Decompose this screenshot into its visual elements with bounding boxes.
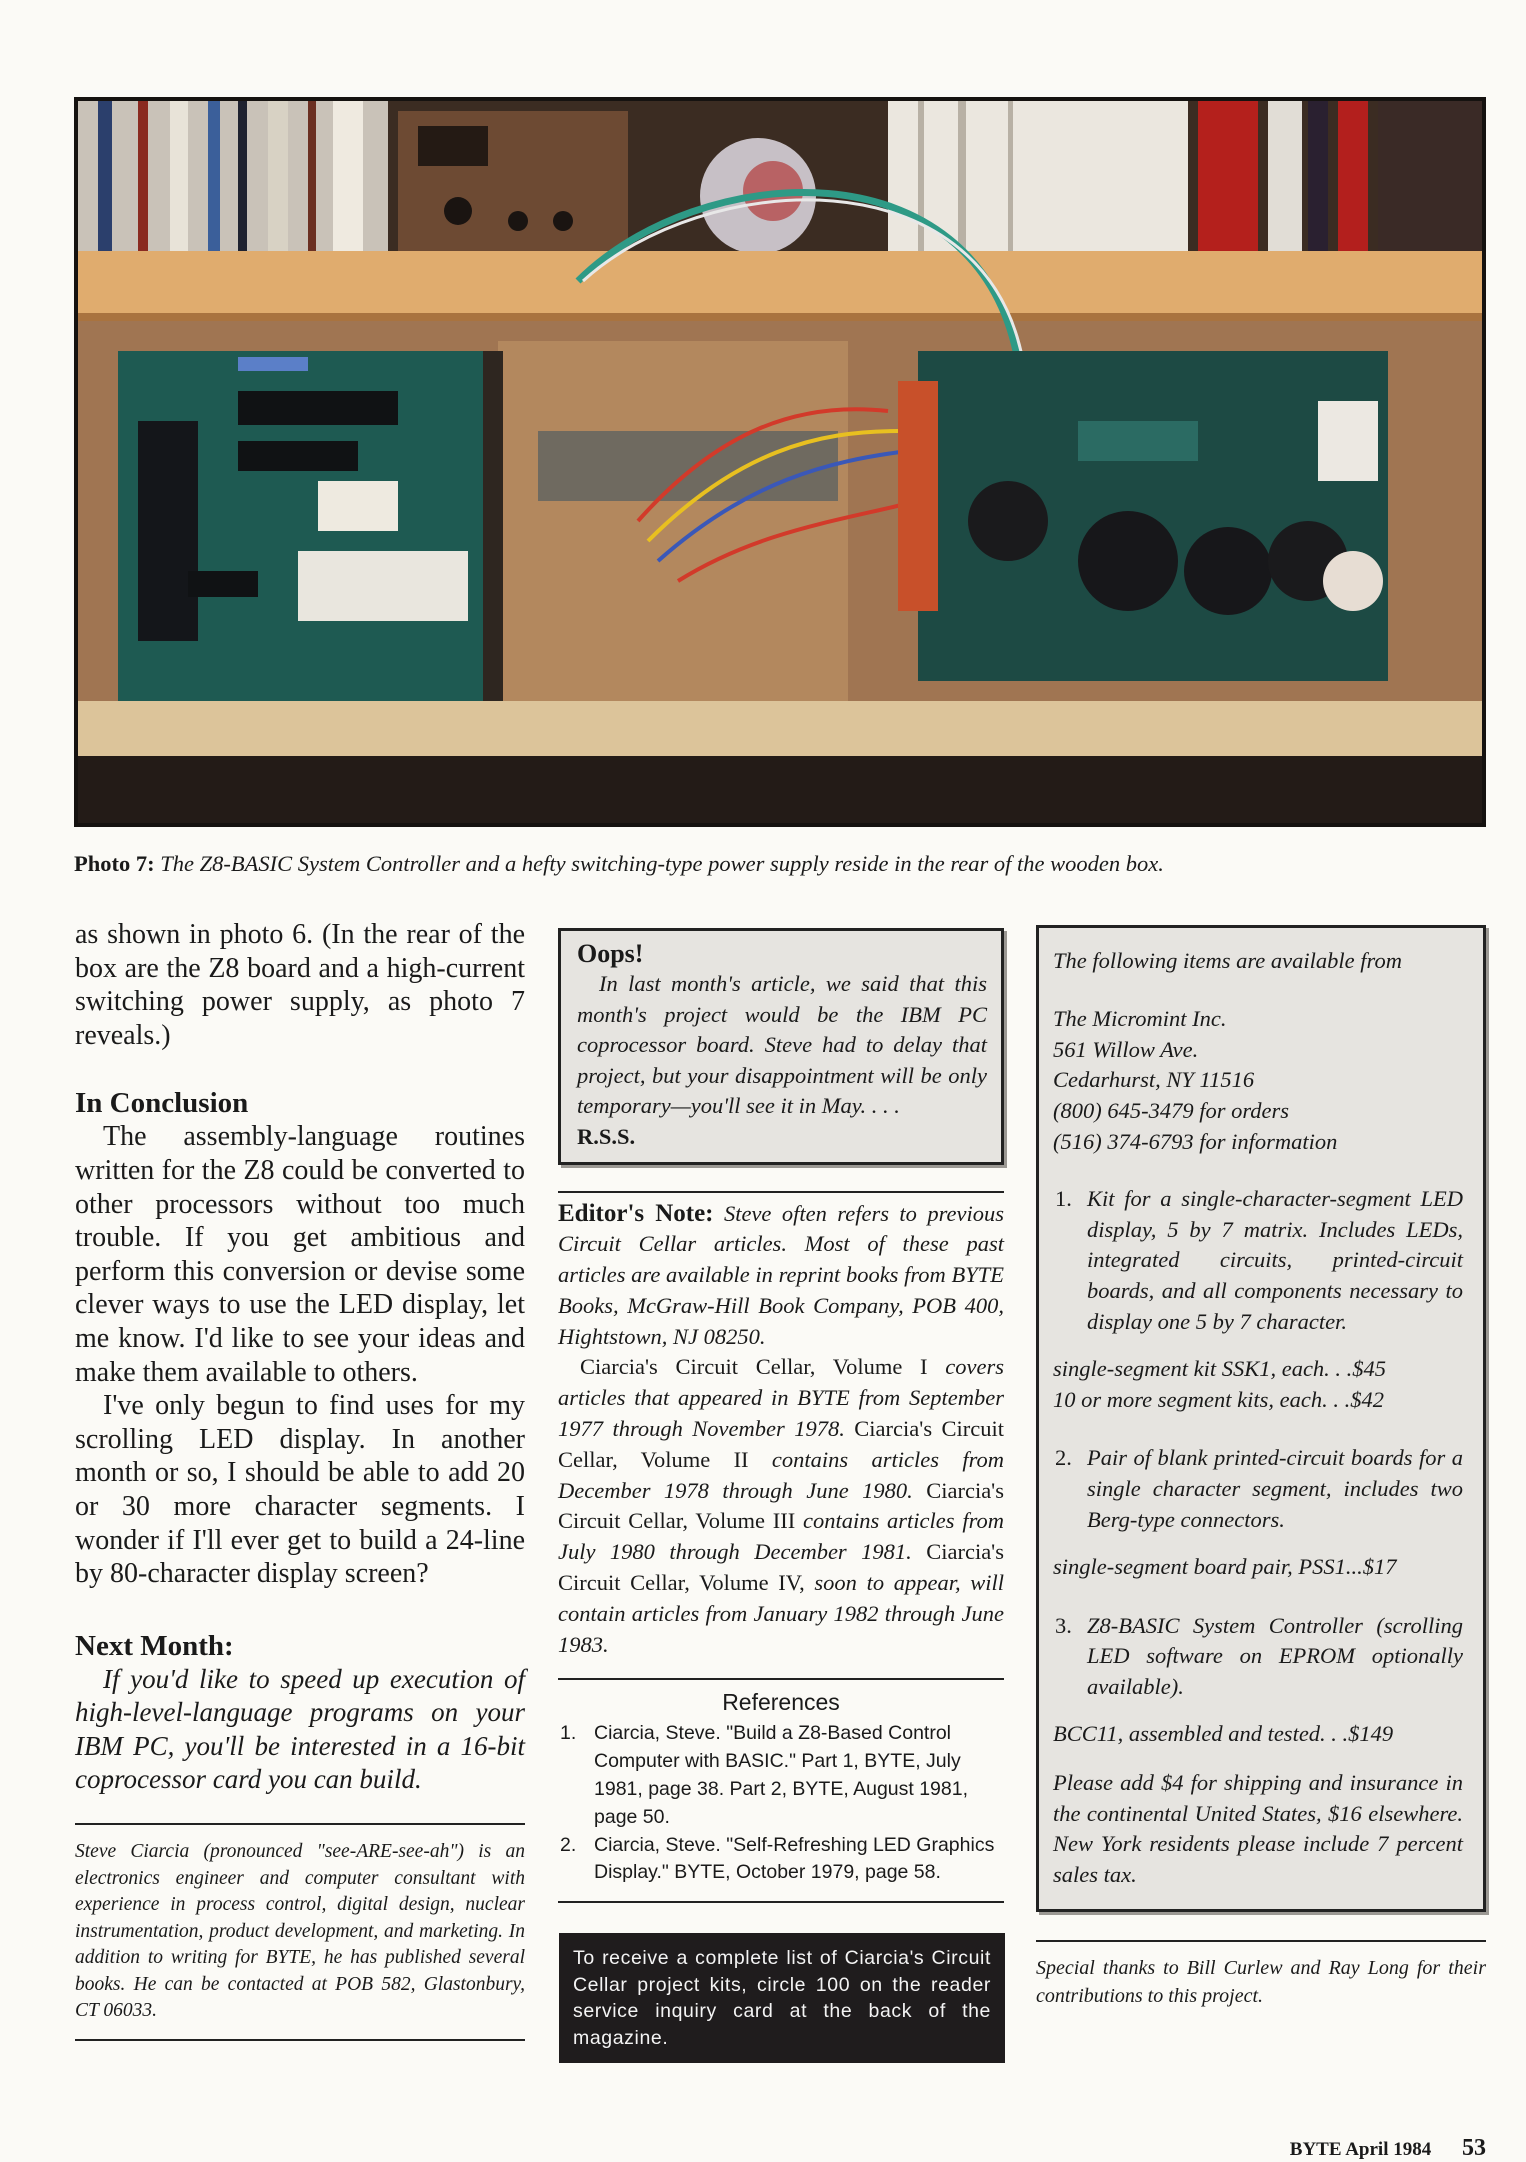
list-item [1053,1443,1463,1582]
item-number: 3. [1055,1612,1072,1638]
item-number: 1. [1055,1185,1072,1211]
references-title: References [722,1689,840,1716]
editors-note-text: Steve often refers to previous Circuit Cellar articles. Most of these past articles are available in reprint books from BYTE Books, McGraw-Hill Book Company, POB 400, Hightstown, NJ 08250. [558,1200,1005,1349]
item-price: 10 or more segment kits, each. . .$42 [1053,1386,1384,1412]
kit-list-notice: To receive a complete list of Ciarcia's Circuit Cellar project kits, circle 100 on the reader service inquiry card at the back of the magazine. [559,1933,1005,2063]
item-price: BCC11, assembled and tested. . .$149 [1053,1720,1394,1746]
book-description: soon to appear, will contain articles from January 1982 through June 1983. [558,1570,1004,1657]
editors-note [558,1191,1004,1661]
item-list [1053,1184,1463,1750]
magazine-issue: BYTE April 1984 [1289,2139,1432,2160]
book-description: covers articles that appeared in BYTE from September 1977 through November 1978. [558,1354,1005,1442]
shipping-note: Please add $4 for shipping and insurance in the continental United States, $16 elsewhere. New York residents please include 7 percent sales tax. [1053,1769,1463,1888]
item-price: single-segment kit SSK1, each. . .$45 [1053,1355,1387,1381]
middle-column [558,928,1004,2063]
address-line: (800) 645-3479 for orders [1053,1098,1290,1124]
body-paragraph: The assembly-language routines written for the Z8 could be converted to other processors without too much trouble. If you get ambitious and perform this conversion or devise some clever ways to use the LED display, let me know. I'd like to see your ideas and make them available to others. [75,1121,525,1388]
book-title: Ciarcia's Circuit Cellar, Volume I [580,1354,928,1380]
book-title: Ciarcia's Circuit Cellar, Volume IV, [558,1539,1004,1596]
reference-number: 1. [560,1722,577,1745]
references [558,1678,1004,1903]
next-month-heading: Next Month: [75,1629,234,1662]
item-price: single-segment board pair, PSS1...$17 [1053,1553,1397,1579]
list-item [1053,1611,1463,1750]
caption-text: The Z8-BASIC System Controller and a hefty switching-type power supply reside in the rear of the wooden box. [160,851,1164,876]
item-number: 2. [1055,1445,1072,1471]
body-paragraph: as shown in photo 6. (In the rear of the box are the Z8 board and a high-current switching power supply, as photo 7 reveals.) [75,919,525,1051]
address-line: The Micromint Inc. [1053,1005,1227,1031]
address-line: 561 Willow Ave. [1053,1036,1199,1062]
oops-text: In last month's article, we said that this month's project would be the IBM PC coprocessor board. Steve had to delay that project, but your disappointment will be only temporary—you'll see it in May. . . . [577,971,987,1118]
electronics-photo-icon [74,97,1486,827]
reference-item [558,1832,1004,1888]
book-title: Ciarcia's Circuit Cellar, Volume II [558,1416,1004,1472]
book-title: Ciarcia's Circuit Cellar, Volume III [558,1477,1004,1534]
page-number: 53 [1462,2135,1486,2161]
caption-label: Photo 7: [74,851,155,876]
oops-signature: R.S.S. [577,1123,636,1149]
right-column [1036,925,1486,2010]
next-month-text: If you'd like to speed up execution of high-level-language programs on your IBM PC, you'll be interested in a 16-bit coprocessor card you can build. [75,1663,525,1795]
address-line: (516) 374-6793 for information [1053,1128,1338,1154]
item-description: Pair of blank printed-circuit boards for a single character segment, includes two Berg-type connectors. [1087,1445,1463,1532]
oops-title: Oops! [577,939,644,968]
address-line: Cedarhurst, NY 11516 [1053,1067,1255,1093]
acknowledgements: Special thanks to Bill Curlew and Ray Long for their contributions to this project. [1036,1940,1486,2010]
list-item [1053,1184,1463,1416]
item-description: Kit for a single-character-segment LED display, 5 by 7 matrix. Includes LEDs, integrated circuits, printed-circuit boards, and all components necessary to display one 5 by 7 character. [1087,1185,1463,1334]
availability-box [1036,925,1486,1912]
photo-caption [74,850,1486,878]
item-description: Z8-BASIC System Controller (scrolling LED software on EPROM optionally available). [1087,1612,1463,1700]
reference-text: Ciarcia, Steve. "Build a Z8-Based Control Computer with BASIC." Part 1, BYTE, July 1981, page 38. Part 2, BYTE, August 1981, page 50. [594,1722,969,1828]
reference-text: Ciarcia, Steve. "Self-Refreshing LED Graphics Display." BYTE, October 1979, page 58. [594,1833,995,1884]
author-bio: Steve Ciarcia (pronounced "see-ARE-see-ah") is an electronics engineer and computer consultant with experience in process control, digital design, nuclear instrumentation, product development, and marketing. In addition to writing for BYTE, he has published several books. He can be contacted at POB 582, Glastonbury, CT 06033. [75,1823,525,2041]
reference-number: 2. [560,1833,577,1856]
oops-box [558,928,1004,1165]
book-description: contains articles from July 1980 through December 1981. [558,1508,1004,1565]
conclusion-heading: In Conclusion [75,1087,249,1120]
left-column [75,918,525,2041]
editors-note-lead: Editor's Note: [558,1199,714,1227]
availability-intro: The following items are available from [1053,948,1402,973]
reference-item [558,1720,1004,1831]
body-paragraph: I've only begun to find uses for my scrolling LED display. In another month or so, I should be able to add 20 or 30 more character segments. I wonder if I'll ever get to build a 24-line by 80-character display screen? [75,1390,525,1590]
page-footer [1290,2135,1486,2162]
book-description: contains articles from December 1978 through June 1980. [558,1446,1004,1503]
